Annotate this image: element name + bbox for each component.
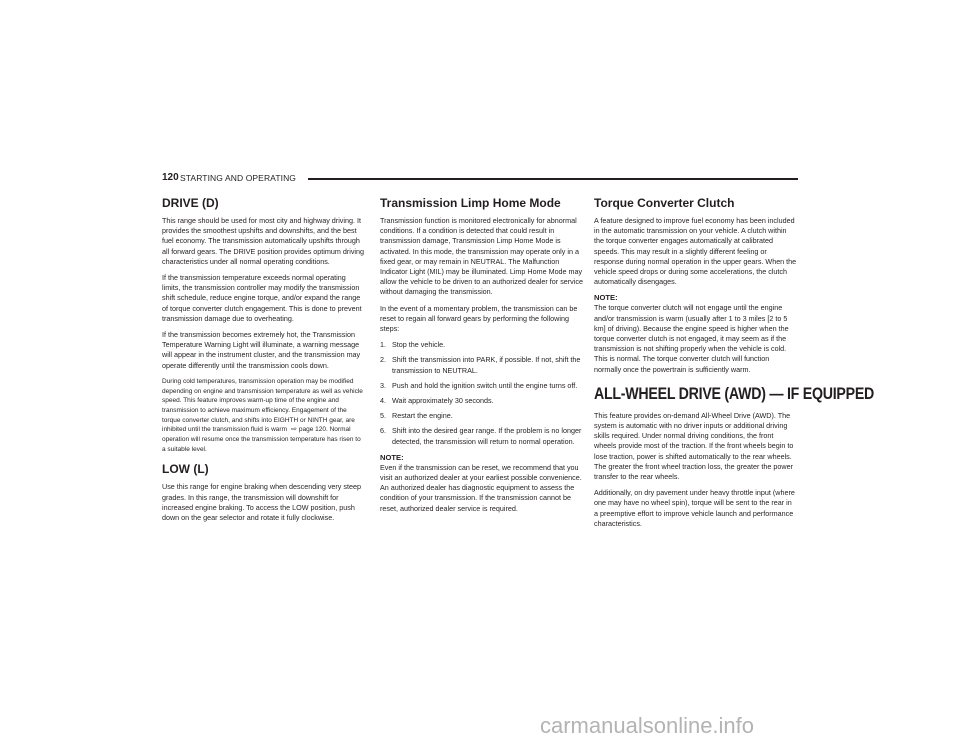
step-text: Shift the transmission into PARK, if possible. If not, shift the transmission to NEUTRAL. [392,355,581,375]
list-item [380,340,583,350]
step-number: 4. [380,396,386,406]
note-text: The torque converter clutch will not engage until the engine and/or transmission is warm (usually after 1 to 3 miles [2 to 5 km] of driving). Because the engine speed is higher when the torque converter clutch is not engaged, it may seem as if the transmission is not shifting properly when the vehicle is cold. This is normal. The torque converter clutch will function normally once the powertrain is sufficiently warm. [594,303,789,374]
column-left [162,196,365,529]
low-paragraph: Use this range for engine braking when descending very steep grades. In this range, the transmission will downshift for increased engine braking. To access the LOW position, push down on the gear selector and rotate it fully clockwise. [162,482,361,523]
low-heading: LOW (L) [162,462,209,477]
note-label: NOTE: [380,452,404,462]
page-number: 120 [162,172,179,183]
limp-home-heading: Transmission Limp Home Mode [380,196,561,210]
section-title: STARTING AND OPERATING [180,173,297,183]
awd-heading: ALL-WHEEL DRIVE (AWD) — IF EQUIPPED [594,384,875,403]
step-text: Push and hold the ignition switch until the engine turns off. [392,380,578,390]
awd-paragraph-1: This feature provides on-demand All-Wheel Drive (AWD). The system is automatic with no driver inputs or additional driving skills required. Under normal driving conditions, the front wheels provide most of the traction. If the front wheels begin to lose traction, power is shifted automatically to the rear wheels. The greater the front wheel traction loss, the greater the power transfer to the rear wheels. [594,410,794,482]
limp-home-paragraph-2: In the event of a momentary problem, the transmission can be reset to regain all forward gears by performing the following steps: [380,303,578,334]
step-number: 6. [380,426,386,436]
page-reference-arrow-icon: ⇨ [291,426,297,434]
watermark: carmanualsonline.info [540,713,755,738]
step-text: Shift into the desired gear range. If the problem is no longer detected, the transmission will return to normal operation. [392,426,582,446]
column-right [594,196,875,535]
cold-temp-text: During cold temperatures, transmission operation may be modified depending on engine and transmission temperature as well as vehicle speed. This feature improves warm-up time of the engine and transmission to achieve maximum efficiency. Engagement of the torque converter clutch, and shifts into EIGHTH or NINTH gear, are inhibited until the transmission fluid is warm [162,377,363,434]
drive-paragraph-1: This range should be used for most city and highway driving. It provides the smoothest upshifts and downshifts, and the best fuel economy. The transmission automatically upshifts through all forward gears. The DRIVE position provides optimum driving characteristics under all normal operating conditions. [162,216,365,266]
page-header [162,172,798,186]
drive-paragraph-2: If the transmission temperature exceeds normal operating limits, the transmission controller may modify the transmission shift schedule, reduce engine torque, and/or expand the range of torque converter clutch engagement. This is done to prevent transmission damage due to overheating. [162,273,362,323]
reset-steps-list [380,340,583,447]
list-item [380,396,583,406]
note-label: NOTE: [594,293,618,303]
list-item [380,355,583,375]
drive-heading: DRIVE (D) [162,196,219,210]
list-item [380,426,583,446]
step-number: 1. [380,340,386,350]
drive-paragraph-3: If the transmission becomes extremely hot, the Transmission Temperature Warning Light will illuminate, a warning message will appear in the instrument cluster, and the transmission may operate differently until the transmission cools down. [162,330,361,370]
torque-converter-paragraph: A feature designed to improve fuel economy has been included in the automatic transmission on your vehicle. A clutch within the torque converter engages automatically at calibrated speeds. This may result in a slightly different feeling or response during normal operation in the upper gears. When the vehicle speed drops or during some accelerations, the clutch automatically disengages. [594,216,797,287]
list-item [380,381,583,391]
list-item [380,411,583,421]
note-text: Even if the transmission can be reset, we recommend that you visit an authorized dealer at your earliest possible convenience. An authorized dealer has diagnostic equipment to assess the condition of your transmission. If the transmission cannot be reset, authorized dealer service is required. [380,462,582,513]
column-middle [380,196,583,520]
step-text: Wait approximately 30 seconds. [392,396,494,406]
awd-paragraph-2: Additionally, on dry pavement under heavy throttle input (where one may have no wheel spin), torque will be sent to the rear in a preemptive effort to improve vehicle launch and performance characteristics. [594,488,795,528]
page-reference-link[interactable]: page 120 [298,426,326,434]
header-rule [308,178,798,180]
limp-home-paragraph-1: Transmission function is monitored electronically for abnormal conditions. If a condition is detected that could result in transmission damage, Transmission Limp Home Mode is activated. In this mode, the transmission may operate only in a fixed gear, or may remain in NEUTRAL. The Malfunction Indicator Light (MIL) may be illuminated. Limp Home Mode may allow the vehicle to be driven to an authorized dealer for service without damaging the transmission. [380,216,583,297]
step-number: 3. [380,380,386,390]
step-number: 2. [380,355,386,365]
step-number: 5. [380,411,386,421]
cold-temp-text-end: . Normal operation will resume once the transmission temperature has risen to a suitable level. [162,426,361,453]
torque-converter-heading: Torque Converter Clutch [594,196,735,210]
step-text: Stop the vehicle. [392,340,446,350]
drive-paragraph-4 [162,377,365,455]
step-text: Restart the engine. [392,411,453,421]
